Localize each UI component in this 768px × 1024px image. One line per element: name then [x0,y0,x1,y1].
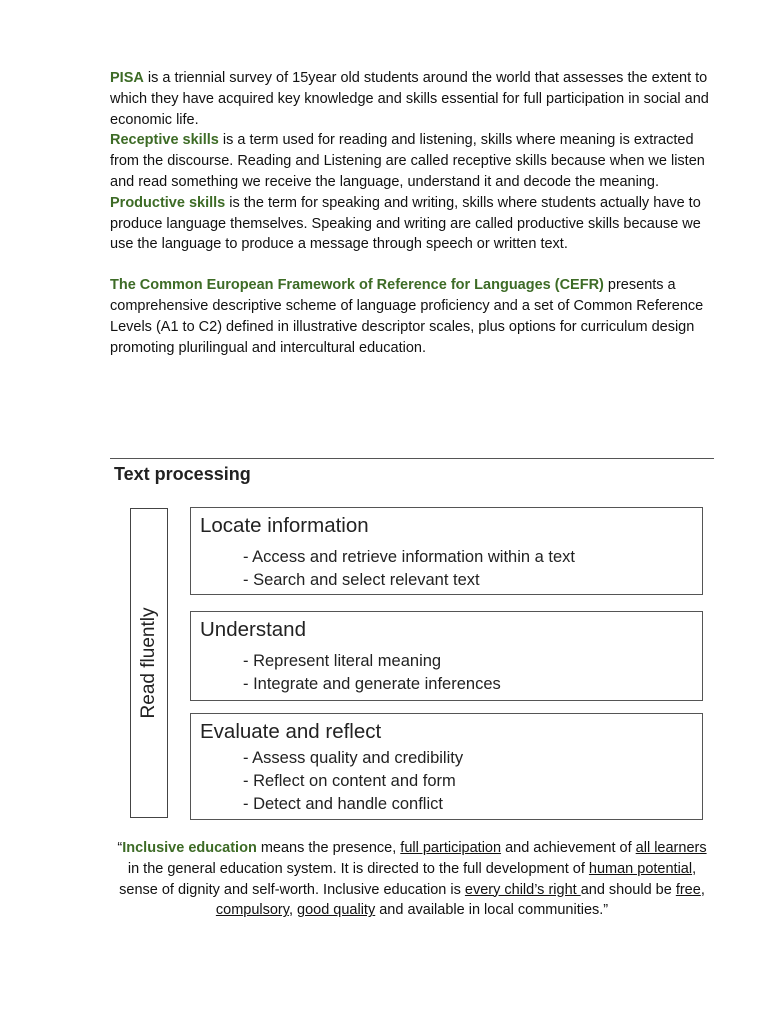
locate-information-box [190,507,703,595]
box-title: Understand [200,618,306,641]
quote-text: means the presence, [256,840,401,856]
underlined-phrase: every child’s right [464,881,581,898]
bullet-item: - Search and select relevant text [243,571,480,589]
inclusive-education-term: Inclusive education [122,840,257,856]
spacer [110,255,714,275]
quote-text: , [700,881,705,898]
bullet-item: - Represent literal meaning [243,652,442,670]
productive-skills-definition [110,193,714,255]
quote-text: and should be [580,881,676,898]
divider [110,458,714,459]
box-title: Evaluate and reflect [200,720,382,743]
bullet-item: - Assess quality and credibility [243,749,464,767]
quote-text: and achievement of [501,840,636,856]
open-quote: “ [117,840,123,856]
underlined-phrase: free [675,881,701,898]
quote-text: , [288,902,297,919]
bullet-list [243,747,463,816]
underlined-phrase: good quality [297,902,376,919]
definitions-section [110,68,714,358]
bullet-list [243,546,575,592]
bullet-item: - Detect and handle conflict [243,795,443,813]
text-processing-diagram [110,458,714,828]
evaluate-and-reflect-box [190,713,703,820]
underlined-phrase: compulsory [215,902,289,919]
understand-box [190,611,703,701]
read-fluently-box [130,508,168,818]
productive-skills-term: Productive skills [110,194,226,211]
bullet-item: - Integrate and generate inferences [243,675,501,693]
inclusive-education-quote [110,838,714,921]
cefr-definition [110,275,714,358]
cefr-text: presents a comprehensive descriptive scheme of language proficiency and a set of Common Reference Levels (A1 to C2) defined in illustrative descriptor scales, plus options for curriculum design promoting plurilingual and intercultural education. [110,277,704,356]
quote-text: and available in local communities.” [375,902,609,919]
receptive-skills-text: is a term used for reading and listening, skills where meaning is extracted from the discourse. Reading and Listening are called receptive skills because when we listen and read something we receive the language, understand it and decode the meaning. [110,132,705,190]
receptive-skills-definition [110,130,714,192]
underlined-phrase: all learners [635,840,707,856]
underlined-phrase: human potential [588,860,693,877]
pisa-term: PISA [110,70,144,86]
quote-text: in the general education system. It is directed to the full development of [127,860,589,877]
pisa-text: is a triennial survey of 15year old students around the world that assesses the extent to which they have acquired key knowledge and skills essential for full participation in social and economic life. [110,70,709,128]
pisa-definition [110,68,714,130]
productive-skills-text: is the term for speaking and writing, skills where students actually have to produce language themselves. Speaking and writing are called productive skills because we use the language to produce a message through speech or written text. [110,194,701,253]
cefr-term: The Common European Framework of Reference for Languages (CEFR) [110,277,604,294]
read-fluently-label: Read fluently [138,607,159,719]
diagram-title: Text processing [114,464,251,484]
quote-text: , sense of dignity and self-worth. Inclusive education is [119,860,697,898]
bullet-list [243,650,501,696]
box-title: Locate information [200,514,369,537]
underlined-phrase: full participation [400,840,502,856]
receptive-skills-term: Receptive skills [110,132,219,149]
bullet-item: - Access and retrieve information within a text [243,548,575,566]
bullet-item: - Reflect on content and form [243,772,456,790]
